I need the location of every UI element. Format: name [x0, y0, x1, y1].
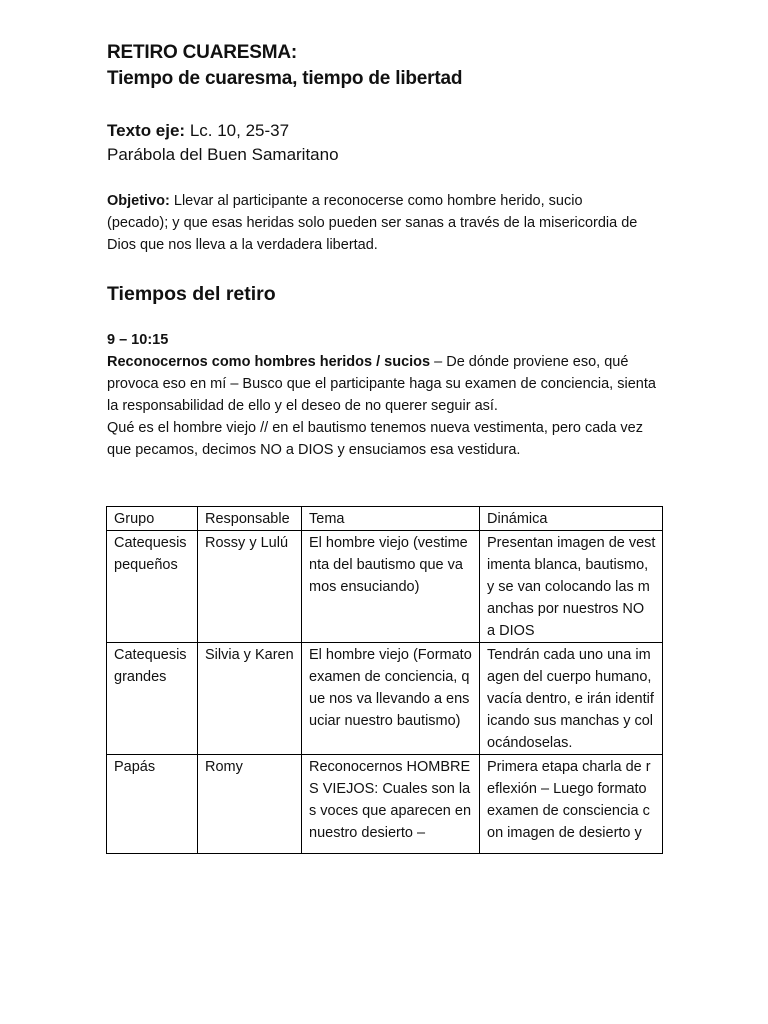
table-row	[107, 531, 663, 643]
title-line-1: RETIRO CUARESMA:	[107, 42, 297, 63]
objetivo-text: Llevar al participante a reconocerse como hombre herido, sucio (pecado); y que esas heridas solo pueden ser sanas a través de la misericordia de Dios que nos lleva a la verdadera libertad.	[107, 193, 638, 253]
table-cell: Rossy y Lulú	[198, 531, 302, 643]
header-cell: Grupo	[107, 507, 198, 531]
table-cell: Tendrán cada uno una imagen del cuerpo humano, vacía dentro, e irán identificando sus manchas y colocándoselas.	[480, 643, 663, 755]
header-cell: Tema	[302, 507, 480, 531]
texto-eje-ref: Lc. 10, 25-37	[189, 121, 290, 140]
title-line-2: Tiempo de cuaresma, tiempo de libertad	[107, 68, 463, 89]
table-cell: Primera etapa charla de reflexión – Luego formato examen de consciencia con imagen de desierto y	[480, 755, 663, 854]
table-cell: El hombre viejo (vestimenta del bautismo que vamos ensuciando)	[302, 531, 480, 643]
table-cell: Papás	[107, 755, 198, 854]
section-heading: Tiempos del retiro	[107, 283, 276, 305]
table-header-row	[107, 507, 663, 531]
schedule-block	[107, 329, 667, 461]
table-cell: Presentan imagen de vestimenta blanca, bautismo, y se van colocando las manchas por nuestros NO a DIOS	[480, 531, 663, 643]
session-text: – De dónde proviene eso, qué provoca eso en mí – Busco que el participante haga su examen de conciencia, sienta la responsabilidad de ello y el deseo de no querer seguir así.	[107, 354, 656, 414]
table-cell: Catequesis grandes	[107, 643, 198, 755]
session-title: Reconocernos como hombres heridos / sucios	[107, 354, 431, 370]
table-cell: Catequesis pequeños	[107, 531, 198, 643]
table-row	[107, 643, 663, 755]
objetivo-label: Objetivo:	[107, 193, 170, 209]
texto-eje-label: Texto eje:	[107, 121, 186, 140]
table-row	[107, 755, 663, 854]
table-cell: Reconocernos HOMBRES VIEJOS: Cuales son las voces que aparecen en nuestro desierto –	[302, 755, 480, 854]
time-slot: 9 – 10:15	[107, 332, 169, 348]
table-cell: Silvia y Karen	[198, 643, 302, 755]
retreat-table	[106, 506, 663, 854]
session-description	[107, 351, 667, 417]
table-cell: El hombre viejo (Formato examen de conciencia, que nos va llevando a ensuciar nuestro bautismo)	[302, 643, 480, 755]
header-cell: Responsable	[198, 507, 302, 531]
parable-name: Parábola del Buen Samaritano	[107, 145, 339, 164]
texto-eje-block	[107, 119, 339, 167]
header-cell: Dinámica	[480, 507, 663, 531]
session-note: Qué es el hombre viejo // en el bautismo tenemos nueva vestimenta, pero cada vez que pecamos, decimos NO a DIOS y ensuciamos esa vestidura.	[107, 420, 643, 458]
table-cell: Romy	[198, 755, 302, 854]
document-title	[107, 40, 462, 92]
objetivo-paragraph	[107, 190, 647, 256]
